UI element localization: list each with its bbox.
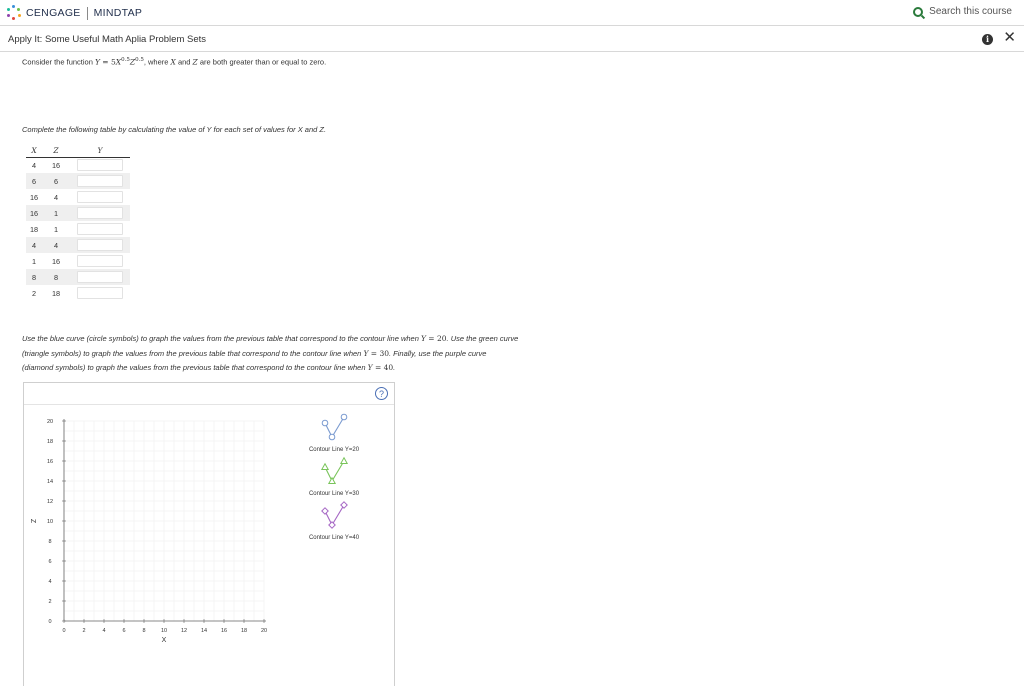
legend-tool-triangle[interactable] [309, 458, 360, 497]
triangle-symbol-icon [322, 464, 328, 470]
var-x: X [170, 57, 176, 67]
x-tick-label: 2 [82, 628, 86, 634]
y-answer-input[interactable] [77, 271, 123, 283]
cell-z: 16 [51, 256, 61, 266]
cengage-logo[interactable] [6, 5, 142, 21]
instr-value: = 30 [368, 348, 389, 358]
legend-label: Contour Line Y=20 [308, 447, 360, 453]
triangle-symbol-icon [341, 458, 347, 464]
x-tick-label: 16 [220, 628, 228, 634]
intro-text: Consider the function [22, 57, 95, 67]
intro-mid: , where [143, 57, 171, 67]
graph-canvas[interactable] [24, 405, 394, 686]
y-answer-input[interactable] [77, 239, 123, 251]
graph-grid [64, 421, 264, 621]
intro-and: and [175, 57, 193, 67]
cell-z: 1 [53, 224, 59, 234]
legend-tool-diamond[interactable] [309, 502, 360, 541]
graph-instruction-line-3 [22, 361, 518, 376]
close-icon[interactable]: ✕ [1003, 29, 1016, 46]
table-row [26, 285, 130, 301]
y-axis-title: Z [29, 518, 36, 524]
instr-value: = 20 [425, 334, 447, 343]
x-tick-label: 12 [180, 628, 188, 634]
y-answer-input[interactable] [77, 175, 123, 187]
cell-x: 1 [31, 256, 37, 266]
cell-x: 6 [26, 173, 42, 189]
x-tick-label: 8 [142, 628, 146, 634]
func-y: Y [94, 57, 100, 67]
x-tick-label: 6 [122, 628, 126, 634]
cell-x: 16 [26, 205, 42, 221]
function-statement [22, 57, 326, 67]
instr-y: Y [363, 348, 369, 358]
y-answer-input[interactable] [77, 207, 123, 219]
table-row [26, 237, 130, 253]
table-row [26, 157, 130, 173]
instr-text: . Finally, use the purple curve [389, 348, 487, 358]
instr-text: . [393, 363, 396, 372]
table-row [26, 253, 130, 269]
cell-z: 16 [51, 160, 61, 170]
y-answer-input[interactable] [77, 191, 123, 203]
cell-y [70, 285, 130, 301]
y-answer-input[interactable] [77, 159, 123, 171]
cell-x: 4 [31, 160, 37, 170]
x-tick-label: 14 [200, 628, 208, 634]
cell-y [70, 269, 130, 285]
cengage-logo-icon [6, 5, 22, 21]
func-x: X [115, 57, 122, 67]
cell-x: 4 [26, 237, 42, 253]
cell-y [70, 173, 130, 189]
func-z: Z [129, 57, 136, 67]
brand-name: CENGAGE [26, 7, 81, 19]
search-course-label: Search this course [929, 6, 1012, 17]
diamond-symbol-icon [322, 508, 328, 514]
circle-symbol-icon [341, 414, 347, 420]
triangle-symbol-icon [329, 478, 335, 484]
func-coefficient: 5 [110, 57, 116, 67]
y-tick-label: 20 [46, 419, 54, 425]
x-axis-title: X [161, 637, 167, 644]
table-row [26, 221, 130, 237]
cell-x: 18 [29, 224, 39, 234]
x-tick-label: 20 [260, 628, 268, 634]
cell-x: 8 [26, 269, 42, 285]
product-name: MINDTAP [93, 7, 143, 19]
search-icon [913, 7, 923, 17]
y-tick-label: 0 [48, 619, 52, 625]
var-z: Z [192, 57, 198, 67]
circle-symbol-icon [322, 420, 328, 426]
legend-line [325, 417, 344, 437]
values-table [26, 145, 130, 301]
cell-y [70, 205, 130, 221]
cell-z: 8 [42, 269, 70, 285]
cell-x: 2 [31, 288, 37, 298]
header-x: X [26, 145, 42, 157]
instr-y: Y [420, 334, 426, 343]
x-tick-label: 0 [62, 628, 66, 634]
func-equals: = [99, 57, 111, 67]
x-tick-label: 4 [102, 628, 106, 634]
instr-text: (triangle symbols) to graph the values from the previous table that correspond to the contour line when [22, 348, 364, 358]
table-row [26, 189, 130, 205]
cell-y [70, 253, 130, 269]
top-nav-bar [0, 0, 1024, 26]
diamond-symbol-icon [329, 522, 335, 528]
y-tick-label: 6 [48, 559, 52, 565]
y-answer-input[interactable] [77, 255, 123, 267]
cell-y [70, 157, 130, 173]
func-z-exponent: 0.5 [135, 57, 144, 63]
circle-symbol-icon [329, 434, 335, 440]
cell-z: 4 [42, 237, 70, 253]
legend-line [325, 505, 344, 525]
info-icon[interactable]: i [982, 34, 993, 45]
instr-text: Use the blue curve (circle symbols) to graph the values from the previous table that correspond to the contour line when [22, 334, 421, 343]
graph-legend [309, 414, 360, 541]
y-tick-label: 4 [48, 579, 52, 585]
instr-text: . Use the green curve [446, 334, 519, 343]
legend-label: Contour Line Y=40 [308, 535, 360, 541]
instr-value: = 40 [372, 363, 394, 372]
y-answer-input[interactable] [77, 287, 123, 299]
legend-label: Contour Line Y=30 [308, 491, 360, 497]
header-y: Y [70, 145, 130, 157]
table-row [26, 205, 130, 221]
intro-suffix: are both greater than or equal to zero. [197, 57, 327, 67]
y-tick-label: 12 [46, 499, 54, 505]
header-z: Z [42, 145, 70, 157]
instr-text: (diamond symbols) to graph the values from the previous table that correspond to the contour line when [22, 363, 368, 372]
activity-title-bar [0, 27, 1024, 52]
cell-z: 6 [42, 173, 70, 189]
brand-divider [87, 7, 88, 20]
y-tick-label: 18 [46, 439, 54, 445]
graph-instruction-line-2 [22, 347, 518, 362]
graph-tool[interactable] [23, 382, 395, 686]
y-answer-input[interactable] [77, 223, 123, 235]
table-instruction: Complete the following table by calculating the value of Y for each set of values for X and Z. [22, 125, 327, 134]
cell-y [70, 221, 130, 237]
help-icon[interactable]: ? [375, 387, 388, 400]
search-course-button[interactable] [913, 6, 1012, 17]
cell-y [70, 189, 130, 205]
y-tick-label: 8 [48, 539, 52, 545]
diamond-symbol-icon [341, 502, 347, 508]
func-x-exponent: 0.5 [121, 57, 130, 63]
y-tick-label: 14 [46, 479, 54, 485]
y-tick-label: 10 [46, 519, 54, 525]
cell-x: 16 [29, 192, 39, 202]
legend-tool-circle[interactable] [309, 414, 360, 453]
graph-instruction-line-1 [22, 332, 518, 347]
instr-y: Y [367, 363, 373, 372]
y-tick-label: 16 [46, 459, 54, 465]
activity-title: Apply It: Some Useful Math Aplia Problem Sets [8, 34, 207, 45]
table-row [26, 173, 130, 189]
graph-instruction [22, 332, 518, 376]
cell-y [70, 237, 130, 253]
cell-z: 4 [53, 192, 59, 202]
x-tick-label: 18 [240, 628, 248, 634]
y-tick-label: 2 [48, 599, 52, 605]
x-tick-label: 10 [160, 628, 168, 634]
table-row [26, 269, 130, 285]
cell-z: 18 [51, 288, 61, 298]
cell-z: 1 [42, 205, 70, 221]
